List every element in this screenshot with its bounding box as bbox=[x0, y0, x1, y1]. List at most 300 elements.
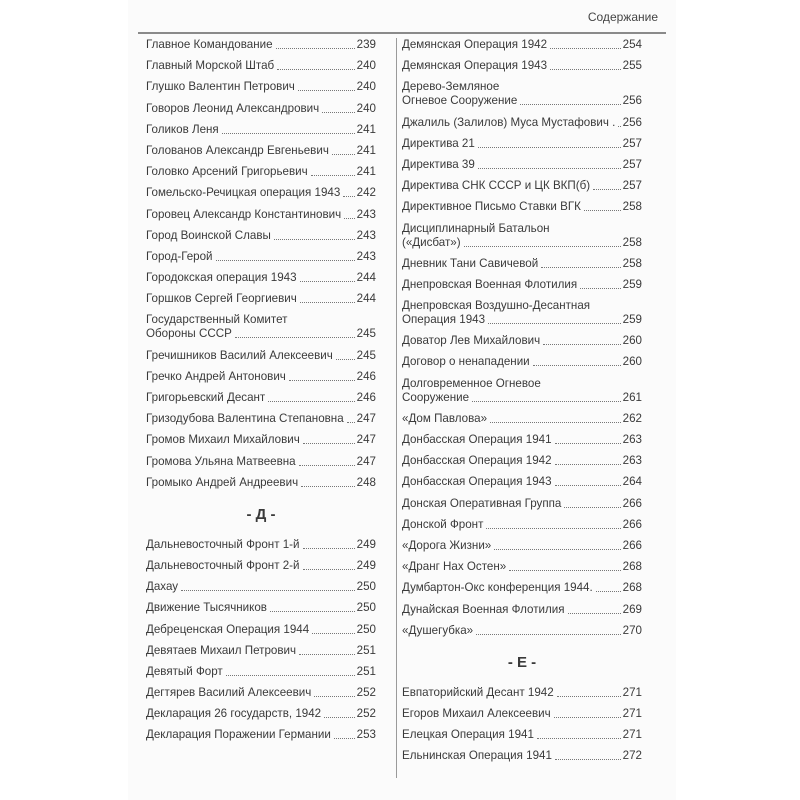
entry-line bbox=[146, 728, 376, 742]
index-entry[interactable] bbox=[146, 165, 376, 179]
dot-leader bbox=[314, 695, 354, 697]
entry-title: Гомельско-Речицкая операция 1943 bbox=[146, 186, 341, 200]
entry-title: «Дранг Нах Остен» bbox=[402, 560, 507, 574]
entry-title: Говоров Леонид Александрович bbox=[146, 101, 320, 115]
page-number: 257 bbox=[622, 136, 642, 150]
entry-line bbox=[146, 433, 376, 447]
entry-title: Главный Морской Штаб bbox=[146, 59, 275, 73]
dot-leader bbox=[618, 125, 620, 127]
page-number: 261 bbox=[622, 390, 642, 404]
page-number: 240 bbox=[356, 101, 376, 115]
entry-title: Гречишников Василий Алексеевич bbox=[146, 348, 333, 362]
page-number: 242 bbox=[356, 186, 376, 200]
page-number: 252 bbox=[356, 707, 376, 721]
entry-line bbox=[146, 644, 376, 658]
entry-title: Огневое Сооружение bbox=[402, 94, 518, 108]
entry-title: Дахау bbox=[146, 580, 179, 594]
page-number: 243 bbox=[356, 228, 376, 242]
index-entry[interactable] bbox=[146, 38, 376, 52]
dot-leader bbox=[226, 674, 355, 676]
page-number: 258 bbox=[622, 200, 642, 214]
index-entry[interactable] bbox=[402, 137, 642, 151]
page-number: 256 bbox=[622, 115, 642, 129]
dot-leader bbox=[555, 463, 621, 465]
page-number: 249 bbox=[356, 537, 376, 551]
entry-line bbox=[146, 476, 376, 490]
index-entry[interactable] bbox=[146, 559, 376, 573]
entry-line bbox=[146, 292, 376, 306]
entry-title: Горовец Александр Константинович bbox=[146, 207, 342, 221]
dot-leader bbox=[568, 612, 621, 614]
dot-leader bbox=[270, 610, 355, 612]
entry-title: Директива 39 bbox=[402, 157, 475, 171]
entry-title: Декларация 26 государств, 1942 bbox=[146, 707, 322, 721]
index-entry[interactable] bbox=[146, 123, 376, 137]
page-number: 243 bbox=[356, 249, 376, 263]
dot-leader bbox=[298, 89, 355, 91]
page-number: 247 bbox=[356, 454, 376, 468]
index-entry[interactable] bbox=[402, 257, 642, 271]
page-number: 256 bbox=[622, 94, 642, 108]
entry-line bbox=[402, 137, 642, 151]
section-heading: - Е - bbox=[507, 653, 537, 671]
page-number: 249 bbox=[356, 558, 376, 572]
index-entry[interactable] bbox=[146, 144, 376, 158]
index-entry[interactable] bbox=[402, 497, 642, 511]
entry-title: Дерево-Земляное bbox=[402, 80, 500, 94]
entry-line bbox=[402, 412, 642, 426]
entry-title: Главное Командование bbox=[146, 38, 273, 51]
running-header: Содержание bbox=[587, 10, 658, 24]
entry-title: Дисциплинарный Батальон bbox=[402, 221, 550, 235]
entry-title: Государственный Комитет bbox=[146, 313, 288, 327]
entry-line bbox=[402, 278, 642, 292]
dot-leader bbox=[276, 47, 355, 49]
dot-leader bbox=[235, 336, 355, 338]
entry-title: Город Воинской Славы bbox=[146, 228, 271, 242]
entry-line bbox=[146, 250, 376, 264]
dot-leader bbox=[301, 485, 355, 487]
page-number: 272 bbox=[622, 749, 642, 763]
entry-title: Донбасская Операция 1942 bbox=[402, 454, 552, 468]
entry-line bbox=[146, 313, 376, 327]
index-entry[interactable] bbox=[402, 299, 642, 327]
index-entry[interactable] bbox=[402, 581, 642, 595]
index-entry[interactable] bbox=[146, 186, 376, 200]
dot-leader bbox=[303, 547, 355, 549]
index-entry[interactable] bbox=[402, 518, 642, 532]
dot-leader bbox=[299, 464, 355, 466]
index-entry[interactable] bbox=[146, 292, 376, 306]
entry-line bbox=[146, 327, 376, 341]
entry-line bbox=[402, 581, 642, 595]
index-entry[interactable] bbox=[146, 250, 376, 264]
entry-line bbox=[402, 433, 642, 447]
entry-title: Операция 1943 bbox=[402, 313, 486, 327]
entry-title: Сооружение bbox=[402, 390, 470, 404]
dot-leader bbox=[486, 527, 620, 529]
entry-title: Донбасская Операция 1941 bbox=[402, 433, 552, 446]
entry-line bbox=[146, 559, 376, 573]
index-entry[interactable] bbox=[402, 158, 642, 172]
page-number: 268 bbox=[622, 560, 642, 574]
index-entry[interactable] bbox=[146, 601, 376, 615]
index-column-right bbox=[402, 38, 642, 770]
entry-title: Голиков Леня bbox=[146, 122, 219, 136]
index-entry[interactable] bbox=[146, 349, 376, 363]
page-number: 262 bbox=[622, 411, 642, 425]
dot-leader bbox=[533, 364, 621, 366]
entry-line bbox=[146, 349, 376, 363]
entry-line bbox=[402, 728, 642, 742]
entry-title: Директивное Письмо Ставки ВГК bbox=[402, 200, 581, 214]
page-number: 255 bbox=[622, 59, 642, 73]
entry-line bbox=[146, 208, 376, 222]
index-entry[interactable] bbox=[402, 728, 642, 742]
index-column-left bbox=[146, 38, 376, 750]
index-entry[interactable] bbox=[402, 334, 642, 348]
entry-line bbox=[402, 299, 642, 313]
entry-title: Дневник Тани Савичевой bbox=[402, 256, 539, 270]
entry-title: («Дисбат») bbox=[402, 235, 461, 249]
page-number: 258 bbox=[622, 235, 642, 249]
entry-line bbox=[402, 603, 642, 617]
dot-leader bbox=[478, 146, 621, 148]
index-entry[interactable] bbox=[402, 278, 642, 292]
entry-title: Головко Арсений Григорьевич bbox=[146, 165, 308, 179]
index-entry[interactable] bbox=[146, 370, 376, 384]
dot-leader bbox=[312, 632, 354, 634]
index-entry[interactable] bbox=[402, 222, 642, 250]
entry-title: «Душегубка» bbox=[402, 623, 474, 637]
entry-title: Гризодубова Валентина Степановна bbox=[146, 412, 344, 426]
index-entry[interactable] bbox=[402, 179, 642, 193]
page-number: 271 bbox=[622, 728, 642, 742]
index-entry[interactable] bbox=[146, 580, 376, 594]
entry-line bbox=[402, 475, 642, 489]
entry-line bbox=[402, 355, 642, 369]
entry-line bbox=[146, 601, 376, 615]
dot-leader bbox=[555, 758, 621, 760]
page-number: 253 bbox=[356, 728, 376, 742]
page-number: 245 bbox=[356, 327, 376, 341]
entry-title: Голованов Александр Евгеньевич bbox=[146, 143, 329, 157]
entry-title: Дальневосточный Фронт 2-й bbox=[146, 558, 300, 572]
dot-leader bbox=[550, 68, 621, 70]
index-entry[interactable] bbox=[402, 377, 642, 405]
entry-title: Григорьевский Десант bbox=[146, 391, 266, 404]
page-number: 241 bbox=[356, 122, 376, 136]
dot-leader bbox=[494, 548, 620, 550]
dot-leader bbox=[274, 238, 355, 240]
entry-line bbox=[146, 123, 376, 137]
entry-line bbox=[146, 455, 376, 469]
entry-line bbox=[402, 518, 642, 532]
index-entry[interactable] bbox=[402, 116, 642, 130]
index-entry[interactable] bbox=[146, 665, 376, 679]
dot-leader bbox=[555, 442, 621, 444]
index-entry[interactable] bbox=[402, 475, 642, 489]
dot-leader bbox=[303, 568, 355, 570]
entry-title: «Дом Павлова» bbox=[402, 411, 488, 425]
entry-line bbox=[146, 165, 376, 179]
entry-line bbox=[146, 80, 376, 94]
dot-leader bbox=[478, 167, 621, 169]
entry-title: Громыко Андрей Андреевич bbox=[146, 475, 299, 489]
page-number: 259 bbox=[622, 313, 642, 327]
index-entry[interactable] bbox=[402, 707, 642, 721]
dot-leader bbox=[584, 209, 621, 211]
dot-leader bbox=[537, 737, 621, 739]
dot-leader bbox=[289, 379, 355, 381]
page-number: 270 bbox=[622, 623, 642, 637]
page-number: 248 bbox=[356, 475, 376, 489]
entry-title: Демянская Операция 1943 bbox=[402, 59, 548, 73]
page-number: 266 bbox=[622, 496, 642, 510]
entry-line bbox=[146, 102, 376, 116]
index-entry[interactable] bbox=[402, 80, 642, 108]
entry-title: Донбасская Операция 1943 bbox=[402, 475, 552, 489]
page-number: 247 bbox=[356, 412, 376, 426]
entry-line bbox=[146, 59, 376, 73]
index-entry[interactable] bbox=[146, 412, 376, 426]
dot-leader bbox=[303, 442, 355, 444]
entry-line bbox=[402, 80, 642, 94]
entry-title: Девятаев Михаил Петрович bbox=[146, 643, 297, 657]
page-number: 252 bbox=[356, 686, 376, 700]
page-number: 260 bbox=[622, 334, 642, 348]
index-entry[interactable] bbox=[146, 313, 376, 341]
index-entry[interactable] bbox=[146, 538, 376, 552]
entry-title: «Дорога Жизни» bbox=[402, 538, 492, 552]
page-number: 260 bbox=[622, 355, 642, 369]
dot-leader bbox=[488, 322, 621, 324]
entry-title: Город-Герой bbox=[146, 249, 213, 263]
page-number: 259 bbox=[622, 277, 642, 291]
dot-leader bbox=[509, 569, 620, 571]
book-page bbox=[128, 0, 676, 800]
index-entry[interactable] bbox=[402, 686, 642, 700]
page-number: 268 bbox=[622, 581, 642, 595]
dot-leader bbox=[490, 421, 621, 423]
entry-line bbox=[146, 707, 376, 721]
entry-line bbox=[402, 624, 642, 638]
entry-line bbox=[402, 560, 642, 574]
index-entry[interactable] bbox=[402, 355, 642, 369]
entry-title: Доватор Лев Михайлович bbox=[402, 334, 541, 348]
entry-line bbox=[402, 59, 642, 73]
index-entry[interactable] bbox=[146, 476, 376, 490]
index-entry[interactable] bbox=[146, 80, 376, 94]
entry-line bbox=[402, 391, 642, 405]
dot-leader bbox=[347, 421, 355, 423]
entry-title: Городокская операция 1943 bbox=[146, 271, 297, 285]
index-entry[interactable] bbox=[146, 433, 376, 447]
index-entry[interactable] bbox=[402, 433, 642, 447]
entry-line bbox=[402, 179, 642, 193]
index-entry[interactable] bbox=[146, 728, 376, 742]
entry-title: Джалиль (Залилов) Муса Мустафович . bbox=[402, 115, 616, 129]
page-number: 266 bbox=[622, 517, 642, 531]
entry-line bbox=[402, 334, 642, 348]
page-number: 254 bbox=[622, 38, 642, 51]
page-number: 264 bbox=[622, 475, 642, 489]
header-rule bbox=[138, 32, 666, 34]
entry-line bbox=[146, 229, 376, 243]
entry-title: Донская Оперативная Группа bbox=[402, 496, 562, 510]
index-entry[interactable] bbox=[146, 229, 376, 243]
dot-leader bbox=[472, 400, 621, 402]
page-number: 250 bbox=[356, 580, 376, 594]
entry-title: Дегтярев Василий Алексеевич bbox=[146, 686, 312, 700]
dot-leader bbox=[564, 506, 620, 508]
dot-leader bbox=[344, 217, 354, 219]
dot-leader bbox=[181, 589, 355, 591]
index-entry[interactable] bbox=[402, 539, 642, 553]
entry-title: Евпаторийский Десант 1942 bbox=[402, 685, 554, 699]
index-entry[interactable] bbox=[146, 707, 376, 721]
index-entry[interactable] bbox=[402, 412, 642, 426]
entry-line bbox=[146, 370, 376, 384]
section-heading: - Д - bbox=[246, 505, 276, 523]
index-entry[interactable] bbox=[402, 38, 642, 52]
entry-title: Глушко Валентин Петрович bbox=[146, 80, 295, 94]
index-entry[interactable] bbox=[402, 200, 642, 214]
entry-title: Директива СНК СССР и ЦК ВКП(б) bbox=[402, 179, 591, 193]
page-number: 240 bbox=[356, 80, 376, 94]
page-number: 247 bbox=[356, 433, 376, 447]
dot-leader bbox=[541, 266, 620, 268]
entry-title: Думбартон-Окс конференция 1944. bbox=[402, 581, 593, 595]
entry-title: Громов Михаил Михайлович bbox=[146, 433, 300, 447]
page-number: 257 bbox=[622, 157, 642, 171]
entry-title: Движение Тысячников bbox=[146, 601, 267, 615]
entry-line bbox=[146, 665, 376, 679]
entry-title: Обороны СССР bbox=[146, 327, 232, 341]
entry-line bbox=[146, 186, 376, 200]
dot-leader bbox=[299, 653, 355, 655]
page-number: 266 bbox=[622, 538, 642, 552]
entry-line bbox=[146, 623, 376, 637]
page-number: 245 bbox=[356, 348, 376, 362]
entry-title: Егоров Михаил Алексеевич bbox=[402, 706, 551, 720]
dot-leader bbox=[222, 132, 355, 134]
entry-line bbox=[402, 236, 642, 250]
dot-leader bbox=[593, 188, 621, 190]
dot-leader bbox=[300, 280, 355, 282]
entry-title: Дебреценская Операция 1944 bbox=[146, 622, 310, 636]
dot-leader bbox=[580, 287, 620, 289]
page-number: 271 bbox=[622, 706, 642, 720]
index-entry[interactable] bbox=[146, 686, 376, 700]
page-number: 251 bbox=[356, 643, 376, 657]
page-number: 239 bbox=[356, 38, 376, 51]
entry-title: Долговременное Огневое bbox=[402, 376, 541, 390]
index-entry[interactable] bbox=[402, 624, 642, 638]
entry-line bbox=[402, 497, 642, 511]
entry-line bbox=[402, 200, 642, 214]
entry-title: Договор о ненападении bbox=[402, 355, 530, 369]
dot-leader bbox=[543, 343, 621, 345]
index-entry[interactable] bbox=[146, 208, 376, 222]
dot-leader bbox=[268, 400, 354, 402]
index-entry[interactable] bbox=[146, 59, 376, 73]
page-number: 244 bbox=[356, 292, 376, 306]
dot-leader bbox=[550, 47, 621, 49]
entry-title: Днепровская Военная Флотилия bbox=[402, 277, 578, 291]
dot-leader bbox=[311, 174, 355, 176]
entry-title: Директива 21 bbox=[402, 136, 475, 150]
dot-leader bbox=[334, 737, 355, 739]
page-number: 244 bbox=[356, 271, 376, 285]
dot-leader bbox=[596, 590, 621, 592]
entry-line bbox=[402, 749, 642, 763]
entry-line bbox=[146, 144, 376, 158]
entry-line bbox=[402, 539, 642, 553]
entry-line bbox=[146, 271, 376, 285]
index-entry[interactable] bbox=[146, 623, 376, 637]
entry-line bbox=[402, 94, 642, 108]
entry-title: Громова Ульяна Матвеевна bbox=[146, 454, 296, 468]
index-entry[interactable] bbox=[402, 603, 642, 617]
entry-line bbox=[146, 580, 376, 594]
index-entry[interactable] bbox=[402, 560, 642, 574]
dot-leader bbox=[343, 195, 354, 197]
page-number: 251 bbox=[356, 664, 376, 678]
entry-title: Девятый Форт bbox=[146, 664, 223, 678]
page-number: 241 bbox=[356, 165, 376, 179]
entry-title: Ельнинская Операция 1941 bbox=[402, 749, 552, 763]
page-number: 271 bbox=[622, 685, 642, 699]
entry-line bbox=[146, 686, 376, 700]
page-number: 269 bbox=[622, 602, 642, 616]
page-number: 243 bbox=[356, 207, 376, 221]
dot-leader bbox=[476, 633, 621, 635]
index-entry[interactable] bbox=[402, 749, 642, 763]
page-number: 258 bbox=[622, 256, 642, 270]
index-entry[interactable] bbox=[146, 102, 376, 116]
entry-line bbox=[402, 222, 642, 236]
dot-leader bbox=[216, 259, 355, 261]
page-number: 263 bbox=[622, 454, 642, 468]
dot-leader bbox=[332, 153, 355, 155]
entry-line bbox=[146, 391, 376, 405]
entry-title: Донской Фронт bbox=[402, 517, 484, 531]
entry-title: Дальневосточный Фронт 1-й bbox=[146, 537, 300, 551]
index-entry[interactable] bbox=[146, 391, 376, 405]
entry-line bbox=[402, 686, 642, 700]
entry-title: Декларация Поражении Германии bbox=[146, 728, 331, 742]
dot-leader bbox=[336, 358, 355, 360]
entry-line bbox=[402, 257, 642, 271]
page-number: 246 bbox=[356, 369, 376, 383]
dot-leader bbox=[322, 111, 354, 113]
entry-line bbox=[402, 38, 642, 52]
index-entry[interactable] bbox=[146, 271, 376, 285]
page-number: 240 bbox=[356, 59, 376, 73]
index-entry[interactable] bbox=[146, 644, 376, 658]
page-number: 263 bbox=[622, 433, 642, 446]
column-divider bbox=[396, 38, 397, 778]
index-entry[interactable] bbox=[402, 59, 642, 73]
entry-title: Гречко Андрей Антонович bbox=[146, 369, 286, 383]
dot-leader bbox=[324, 716, 355, 718]
index-entry[interactable] bbox=[146, 455, 376, 469]
dot-leader bbox=[555, 484, 621, 486]
index-entry[interactable] bbox=[402, 454, 642, 468]
dot-leader bbox=[554, 716, 621, 718]
page-number: 250 bbox=[356, 601, 376, 615]
